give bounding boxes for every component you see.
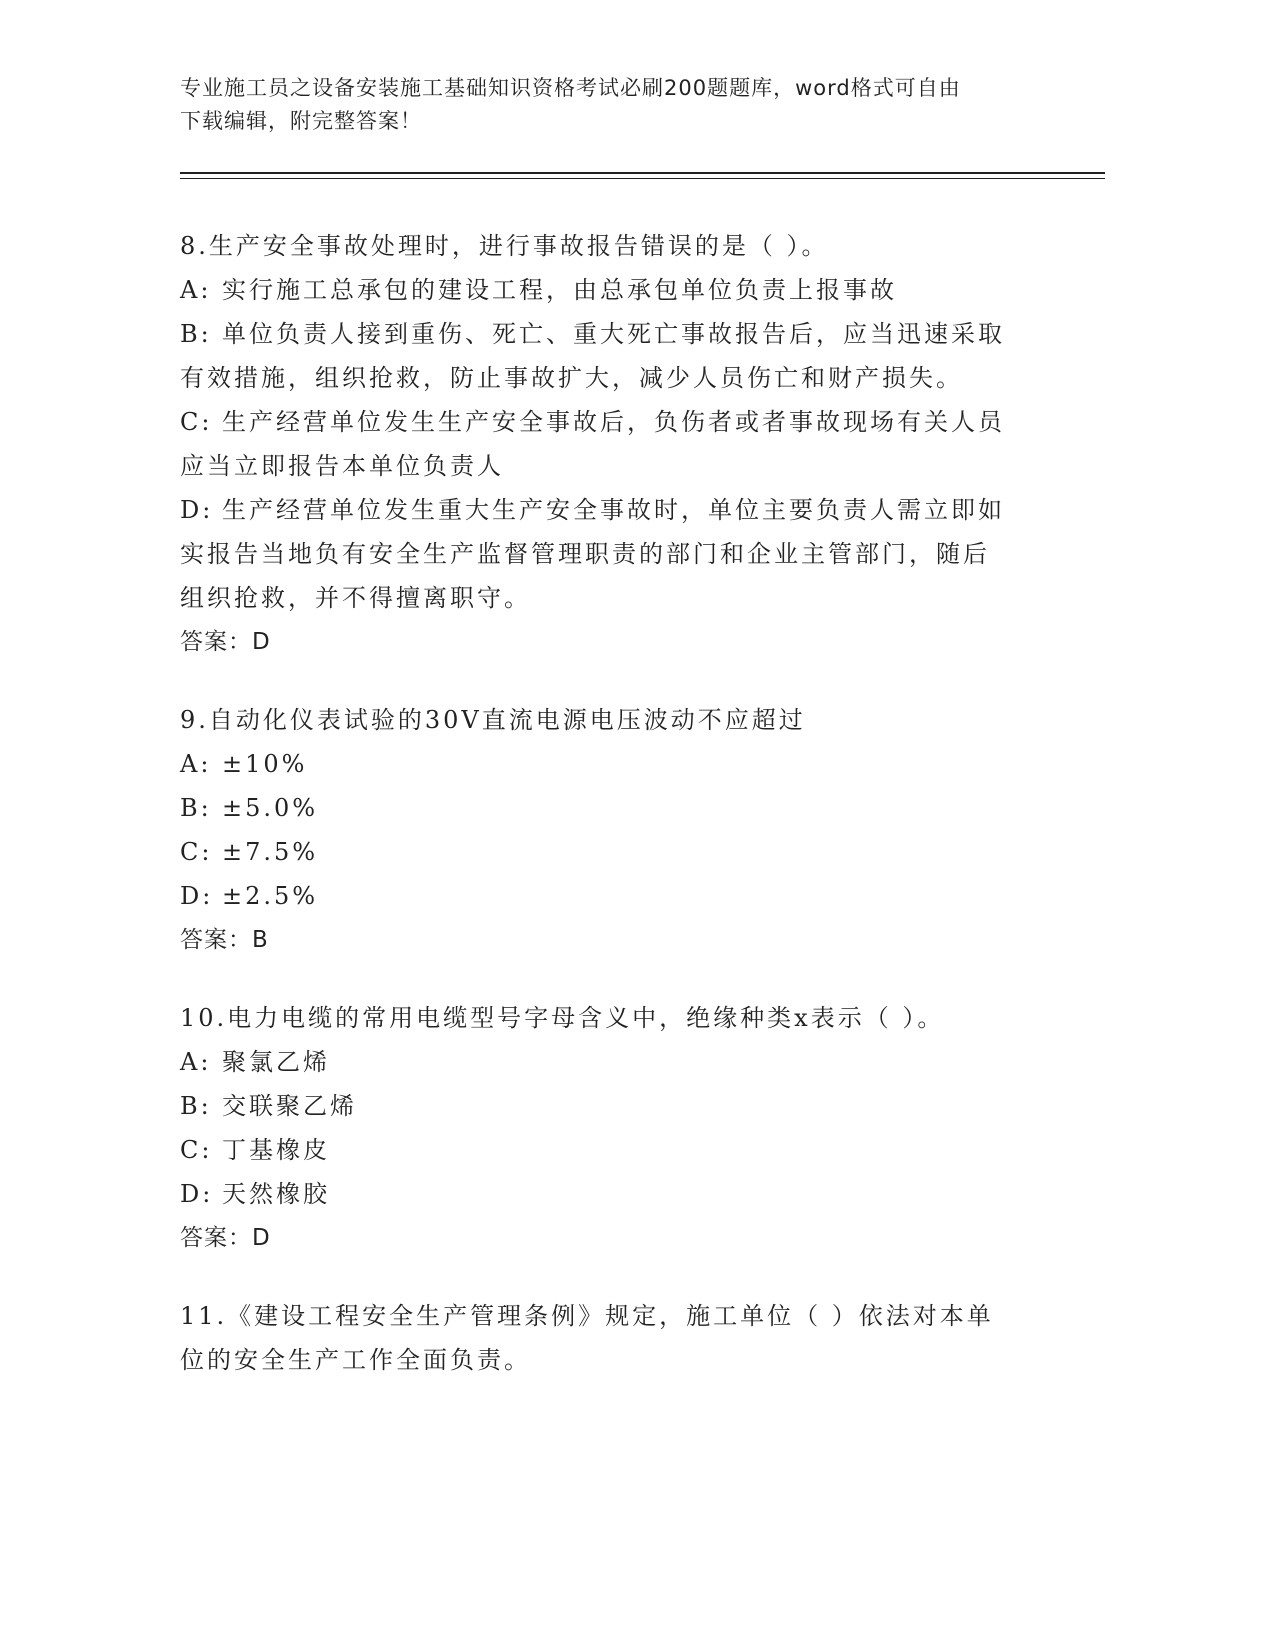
option-label: D: xyxy=(180,496,214,524)
option-text: ±7.5% xyxy=(222,838,319,866)
option-text: 实报告当地负有安全生产监督管理职责的部门和企业主管部门，随后 xyxy=(180,540,990,568)
question-block xyxy=(180,224,1040,664)
option-c xyxy=(180,1128,1040,1172)
question-stem: 位的安全生产工作全面负责。 xyxy=(180,1346,531,1374)
option-c xyxy=(180,444,1040,488)
option-text: 聚氯乙烯 xyxy=(222,1048,330,1076)
option-text: ±2.5% xyxy=(222,882,319,910)
header-line-1: 专业施工员之设备安装施工基础知识资格考试必刷200题题库，word格式可自由 xyxy=(180,76,961,100)
option-b xyxy=(180,356,1040,400)
option-b xyxy=(180,312,1040,356)
option-d xyxy=(180,1172,1040,1216)
option-label: A: xyxy=(180,1048,212,1076)
answer-line: 答案：B xyxy=(180,927,269,953)
option-c xyxy=(180,400,1040,444)
option-text: 组织抢救，并不得擅离职守。 xyxy=(180,584,531,612)
option-label: C: xyxy=(180,838,213,866)
option-a xyxy=(180,742,1040,786)
option-d xyxy=(180,532,1040,576)
option-label: B: xyxy=(180,1092,212,1120)
option-text: 生产经营单位发生重大生产安全事故时，单位主要负责人需立即如 xyxy=(222,496,1005,524)
option-text: 实行施工总承包的建设工程，由总承包单位负责上报事故 xyxy=(222,276,897,304)
option-label: C: xyxy=(180,408,213,436)
option-label: D: xyxy=(180,882,214,910)
option-label: A: xyxy=(180,750,212,778)
option-label: B: xyxy=(180,794,212,822)
option-text: 应当立即报告本单位负责人 xyxy=(180,452,504,480)
question-block xyxy=(180,1294,1040,1382)
question-stem: 11.《建设工程安全生产管理条例》规定，施工单位（ ）依法对本单 xyxy=(180,1302,994,1330)
option-b xyxy=(180,1084,1040,1128)
question-stem: 9.自动化仪表试验的30V直流电源电压波动不应超过 xyxy=(180,706,806,734)
header-line-2: 下载编辑，附完整答案！ xyxy=(180,109,422,133)
option-a xyxy=(180,268,1040,312)
document-header xyxy=(180,72,1040,138)
option-label: D: xyxy=(180,1180,214,1208)
option-a xyxy=(180,1040,1040,1084)
option-text: 交联聚乙烯 xyxy=(222,1092,357,1120)
question-block xyxy=(180,698,1040,962)
option-label: C: xyxy=(180,1136,213,1164)
option-text: 天然橡胶 xyxy=(222,1180,330,1208)
option-label: B: xyxy=(180,320,212,348)
option-b xyxy=(180,786,1040,830)
option-text: ±5.0% xyxy=(222,794,319,822)
option-text: 有效措施，组织抢救，防止事故扩大，减少人员伤亡和财产损失。 xyxy=(180,364,963,392)
header-divider-thick xyxy=(180,172,1105,174)
option-d xyxy=(180,874,1040,918)
option-text: 单位负责人接到重伤、死亡、重大死亡事故报告后，应当迅速采取 xyxy=(222,320,1005,348)
option-d xyxy=(180,576,1040,620)
question-stem: 8.生产安全事故处理时，进行事故报告错误的是（ ）。 xyxy=(180,232,829,260)
answer-line: 答案：D xyxy=(180,629,271,655)
option-text: 丁基橡皮 xyxy=(222,1136,330,1164)
question-block xyxy=(180,996,1040,1260)
question-list xyxy=(180,224,1040,1416)
option-text: ±10% xyxy=(222,750,308,778)
option-d xyxy=(180,488,1040,532)
option-label: A: xyxy=(180,276,212,304)
option-c xyxy=(180,830,1040,874)
option-text: 生产经营单位发生生产安全事故后，负伤者或者事故现场有关人员 xyxy=(222,408,1005,436)
question-stem: 10.电力电缆的常用电缆型号字母含义中，绝缘种类x表示（ ）。 xyxy=(180,1004,945,1032)
answer-line: 答案：D xyxy=(180,1225,271,1251)
header-divider-thin xyxy=(180,178,1105,179)
